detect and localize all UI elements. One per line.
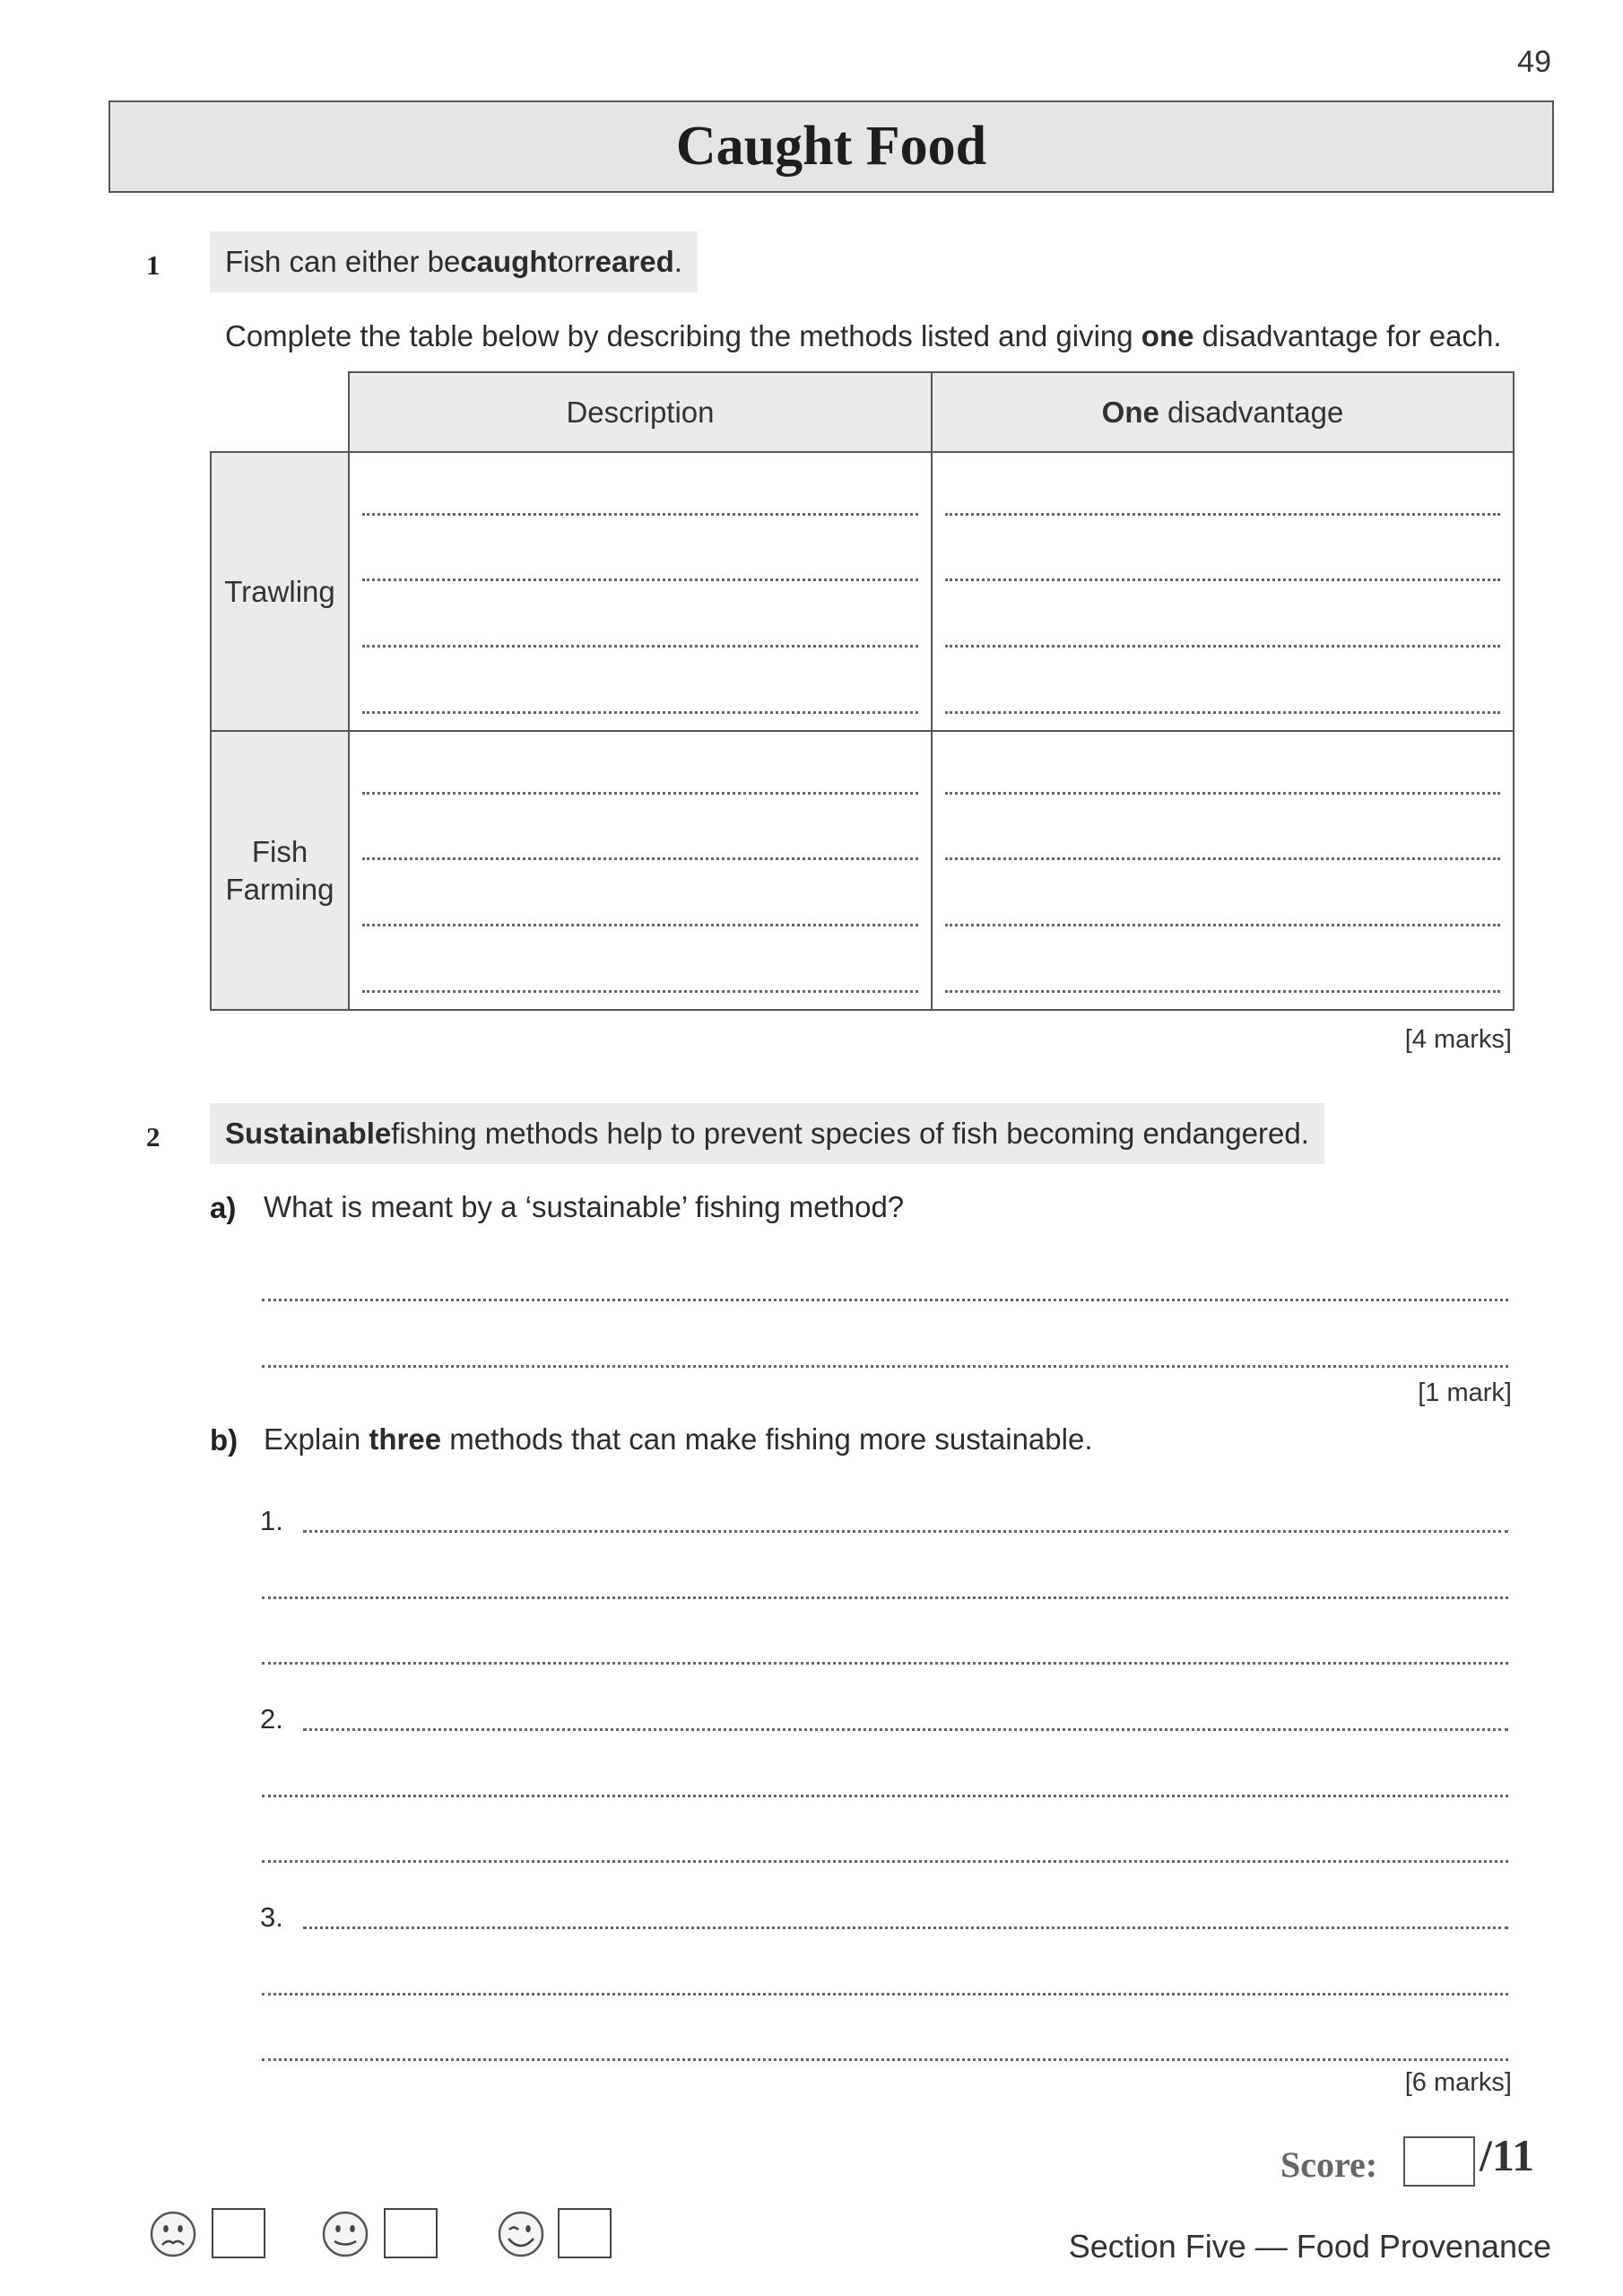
answer-line[interactable] <box>362 578 918 581</box>
header-description: Description <box>349 372 932 452</box>
happy-face-checkbox[interactable] <box>558 2208 612 2258</box>
item-number-3: 3. <box>260 1901 283 1933</box>
score-label: Score: <box>1280 2144 1378 2185</box>
sad-face-checkbox[interactable] <box>212 2208 265 2258</box>
answer-line[interactable] <box>262 1993 1508 1996</box>
answer-line[interactable] <box>362 924 918 926</box>
answer-line[interactable] <box>945 990 1500 993</box>
item-number-2: 2. <box>260 1703 283 1735</box>
page-title: Caught Food <box>675 116 987 177</box>
row-label-fish-farming <box>211 731 349 1010</box>
footer-section-title: Section Five — Food Provenance <box>1068 2228 1551 2265</box>
prompt-bold-sustainable: Sustainable <box>225 1117 392 1150</box>
header-bold-one: One <box>1101 395 1159 429</box>
question-text: Explain <box>264 1422 369 1456</box>
answer-line[interactable] <box>362 792 918 795</box>
prompt-text: Fish can either be <box>225 245 461 278</box>
answer-line[interactable] <box>262 1860 1508 1863</box>
row-label-line: Farming <box>225 872 334 906</box>
instruction-text: Complete the table below by describing the methods listed and giving <box>225 319 1141 352</box>
answer-line[interactable] <box>945 578 1500 581</box>
question-1-instruction <box>225 319 1502 353</box>
answer-line[interactable] <box>362 645 918 648</box>
question-bold-three: three <box>369 1422 442 1456</box>
question-2b-marks: [6 marks] <box>1404 2068 1512 2097</box>
answer-line[interactable] <box>945 792 1500 795</box>
question-2-number: 2 <box>146 1121 161 1152</box>
answer-line[interactable] <box>945 924 1500 926</box>
prompt-bold-caught: caught <box>460 245 558 278</box>
neutral-face-checkbox[interactable] <box>384 2208 438 2258</box>
row-label-line: Fish <box>251 834 308 868</box>
row-label-trawling: Trawling <box>211 452 349 731</box>
answer-table <box>210 371 1515 1011</box>
answer-line[interactable] <box>262 1662 1508 1665</box>
question-2b-label: b) <box>210 1423 239 1457</box>
title-bar <box>108 100 1554 193</box>
answer-line[interactable] <box>303 1926 1508 1929</box>
fish-farming-description-cell[interactable] <box>349 731 932 1010</box>
question-1-marks: [4 marks] <box>1404 1025 1512 1054</box>
answer-line[interactable] <box>945 513 1500 516</box>
question-2-prompt <box>210 1103 1324 1164</box>
instruction-bold: one <box>1141 319 1194 352</box>
neutral-face-icon <box>321 2210 369 2258</box>
answer-line[interactable] <box>945 645 1500 648</box>
answer-line[interactable] <box>303 1728 1508 1731</box>
answer-line[interactable] <box>262 1795 1508 1797</box>
score-total: /11 <box>1480 2130 1535 2180</box>
prompt-text: fishing methods help to prevent species of fish becoming endangered. <box>391 1117 1309 1150</box>
happy-face-icon <box>497 2210 545 2258</box>
header-text: disadvantage <box>1159 395 1344 429</box>
header-disadvantage <box>932 372 1514 452</box>
table-corner <box>211 372 349 452</box>
fish-farming-disadvantage-cell[interactable] <box>932 731 1514 1010</box>
prompt-text: or <box>557 245 584 278</box>
question-2b-text <box>264 1422 1093 1457</box>
score-input-box[interactable] <box>1403 2136 1475 2187</box>
answer-line[interactable] <box>362 513 918 516</box>
trawling-description-cell[interactable] <box>349 452 932 731</box>
instruction-text: disadvantage for each. <box>1193 319 1502 352</box>
sad-face-icon <box>149 2210 197 2258</box>
question-2a-marks: [1 mark] <box>1418 1378 1512 1407</box>
question-1-prompt <box>210 231 698 292</box>
prompt-text: . <box>673 245 682 278</box>
prompt-bold-reared: reared <box>583 245 674 278</box>
answer-line[interactable] <box>262 1365 1508 1368</box>
question-text: methods that can make fishing more sustainable. <box>441 1422 1093 1456</box>
answer-line[interactable] <box>362 857 918 860</box>
answer-line[interactable] <box>262 1596 1508 1599</box>
question-1-number: 1 <box>146 249 161 281</box>
question-2a-label: a) <box>210 1191 237 1224</box>
answer-line[interactable] <box>945 857 1500 860</box>
question-2a-text: What is meant by a ‘sustainable’ fishing method? <box>264 1190 905 1223</box>
answer-line[interactable] <box>362 711 918 714</box>
item-number-1: 1. <box>260 1505 283 1536</box>
page-number: 49 <box>1517 45 1551 79</box>
trawling-disadvantage-cell[interactable] <box>932 452 1514 731</box>
answer-line[interactable] <box>303 1530 1508 1533</box>
answer-line[interactable] <box>262 1299 1508 1301</box>
answer-line[interactable] <box>262 2058 1508 2061</box>
answer-line[interactable] <box>945 711 1500 714</box>
answer-line[interactable] <box>362 990 918 993</box>
